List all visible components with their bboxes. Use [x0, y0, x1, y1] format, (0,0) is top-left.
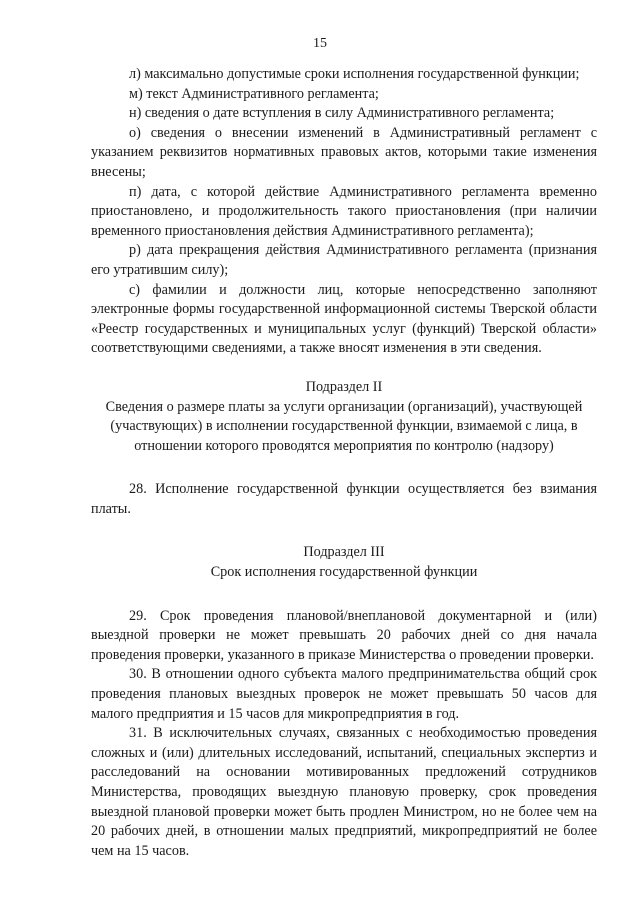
page-number: 15 [313, 36, 327, 51]
item-l: л) максимально допустимые сроки исполнения государственной функции; [129, 66, 580, 82]
paragraph-30: 30. В отношении одного субъекта малого предпринимательства общий срок проведения плановых выездных проверок не может превышать 50 часов для малого предприятия и 15 часов для микропредприятия в год. [91, 666, 597, 722]
subsection-3-title: Срок исполнения государственной функции [210, 564, 478, 581]
paragraph-29: 29. Срок проведения плановой/внеплановой документарной и (или) выездной проверки не может превышать 20 рабочих дней со дня начала проведения проверки, указанного в приказе Министерства о проведении проверки. [91, 607, 597, 663]
item-p: п) дата, с которой действие Административного регламента временно приостановлено, и продолжительность такого приостановления (при наличии временного приостановления действия Административного регламента); [91, 183, 597, 239]
item-s: с) фамилии и должности лиц, которые непосредственно заполняют электронные формы государственной информационной системы Тверской области «Реестр государственных и муниципальных услуг (функций) Тверской области» соответствующими сведениями, а также вносят изменения в эти сведения. [91, 281, 597, 357]
item-m: м) текст Административного регламента; [129, 85, 379, 102]
paragraph-31: 31. В исключительных случаях, связанных с необходимостью проведения сложных и (или) длительных исследований, испытаний, специальных экспертиз и расследований на основании мотивированных предложений сотрудников Министерства, проводящих выездную плановую проверку, срок проведения выездной плановой проверки может быть продлен Министром, но не более чем на 20 рабочих дней, в отношении малых предприятий, микропредприятий не более чем на 15 часов. [91, 725, 597, 859]
subsection-2-title: Сведения о размере платы за услуги организации (организаций), участвующей (участвующих) в исполнении государственной функции, взимаемой с лица, в отношении которого проводятся мероприятия по контролю (надзору) [105, 398, 583, 454]
document-body [91, 65, 597, 861]
item-r: р) дата прекращения действия Административного регламента (признания его утратившим силу); [91, 242, 597, 278]
item-n: н) сведения о дате вступления в силу Административного регламента; [129, 105, 555, 122]
subsection-2-heading: Подраздел II [305, 378, 383, 395]
item-o: о) сведения о внесении изменений в Административный регламент с указанием реквизитов нормативных правовых актов, которыми такие изменения внесены; [91, 124, 597, 180]
subsection-3-heading: Подраздел III [303, 544, 385, 561]
paragraph-28: 28. Исполнение государственной функции осуществляется без взимания платы. [91, 481, 597, 517]
